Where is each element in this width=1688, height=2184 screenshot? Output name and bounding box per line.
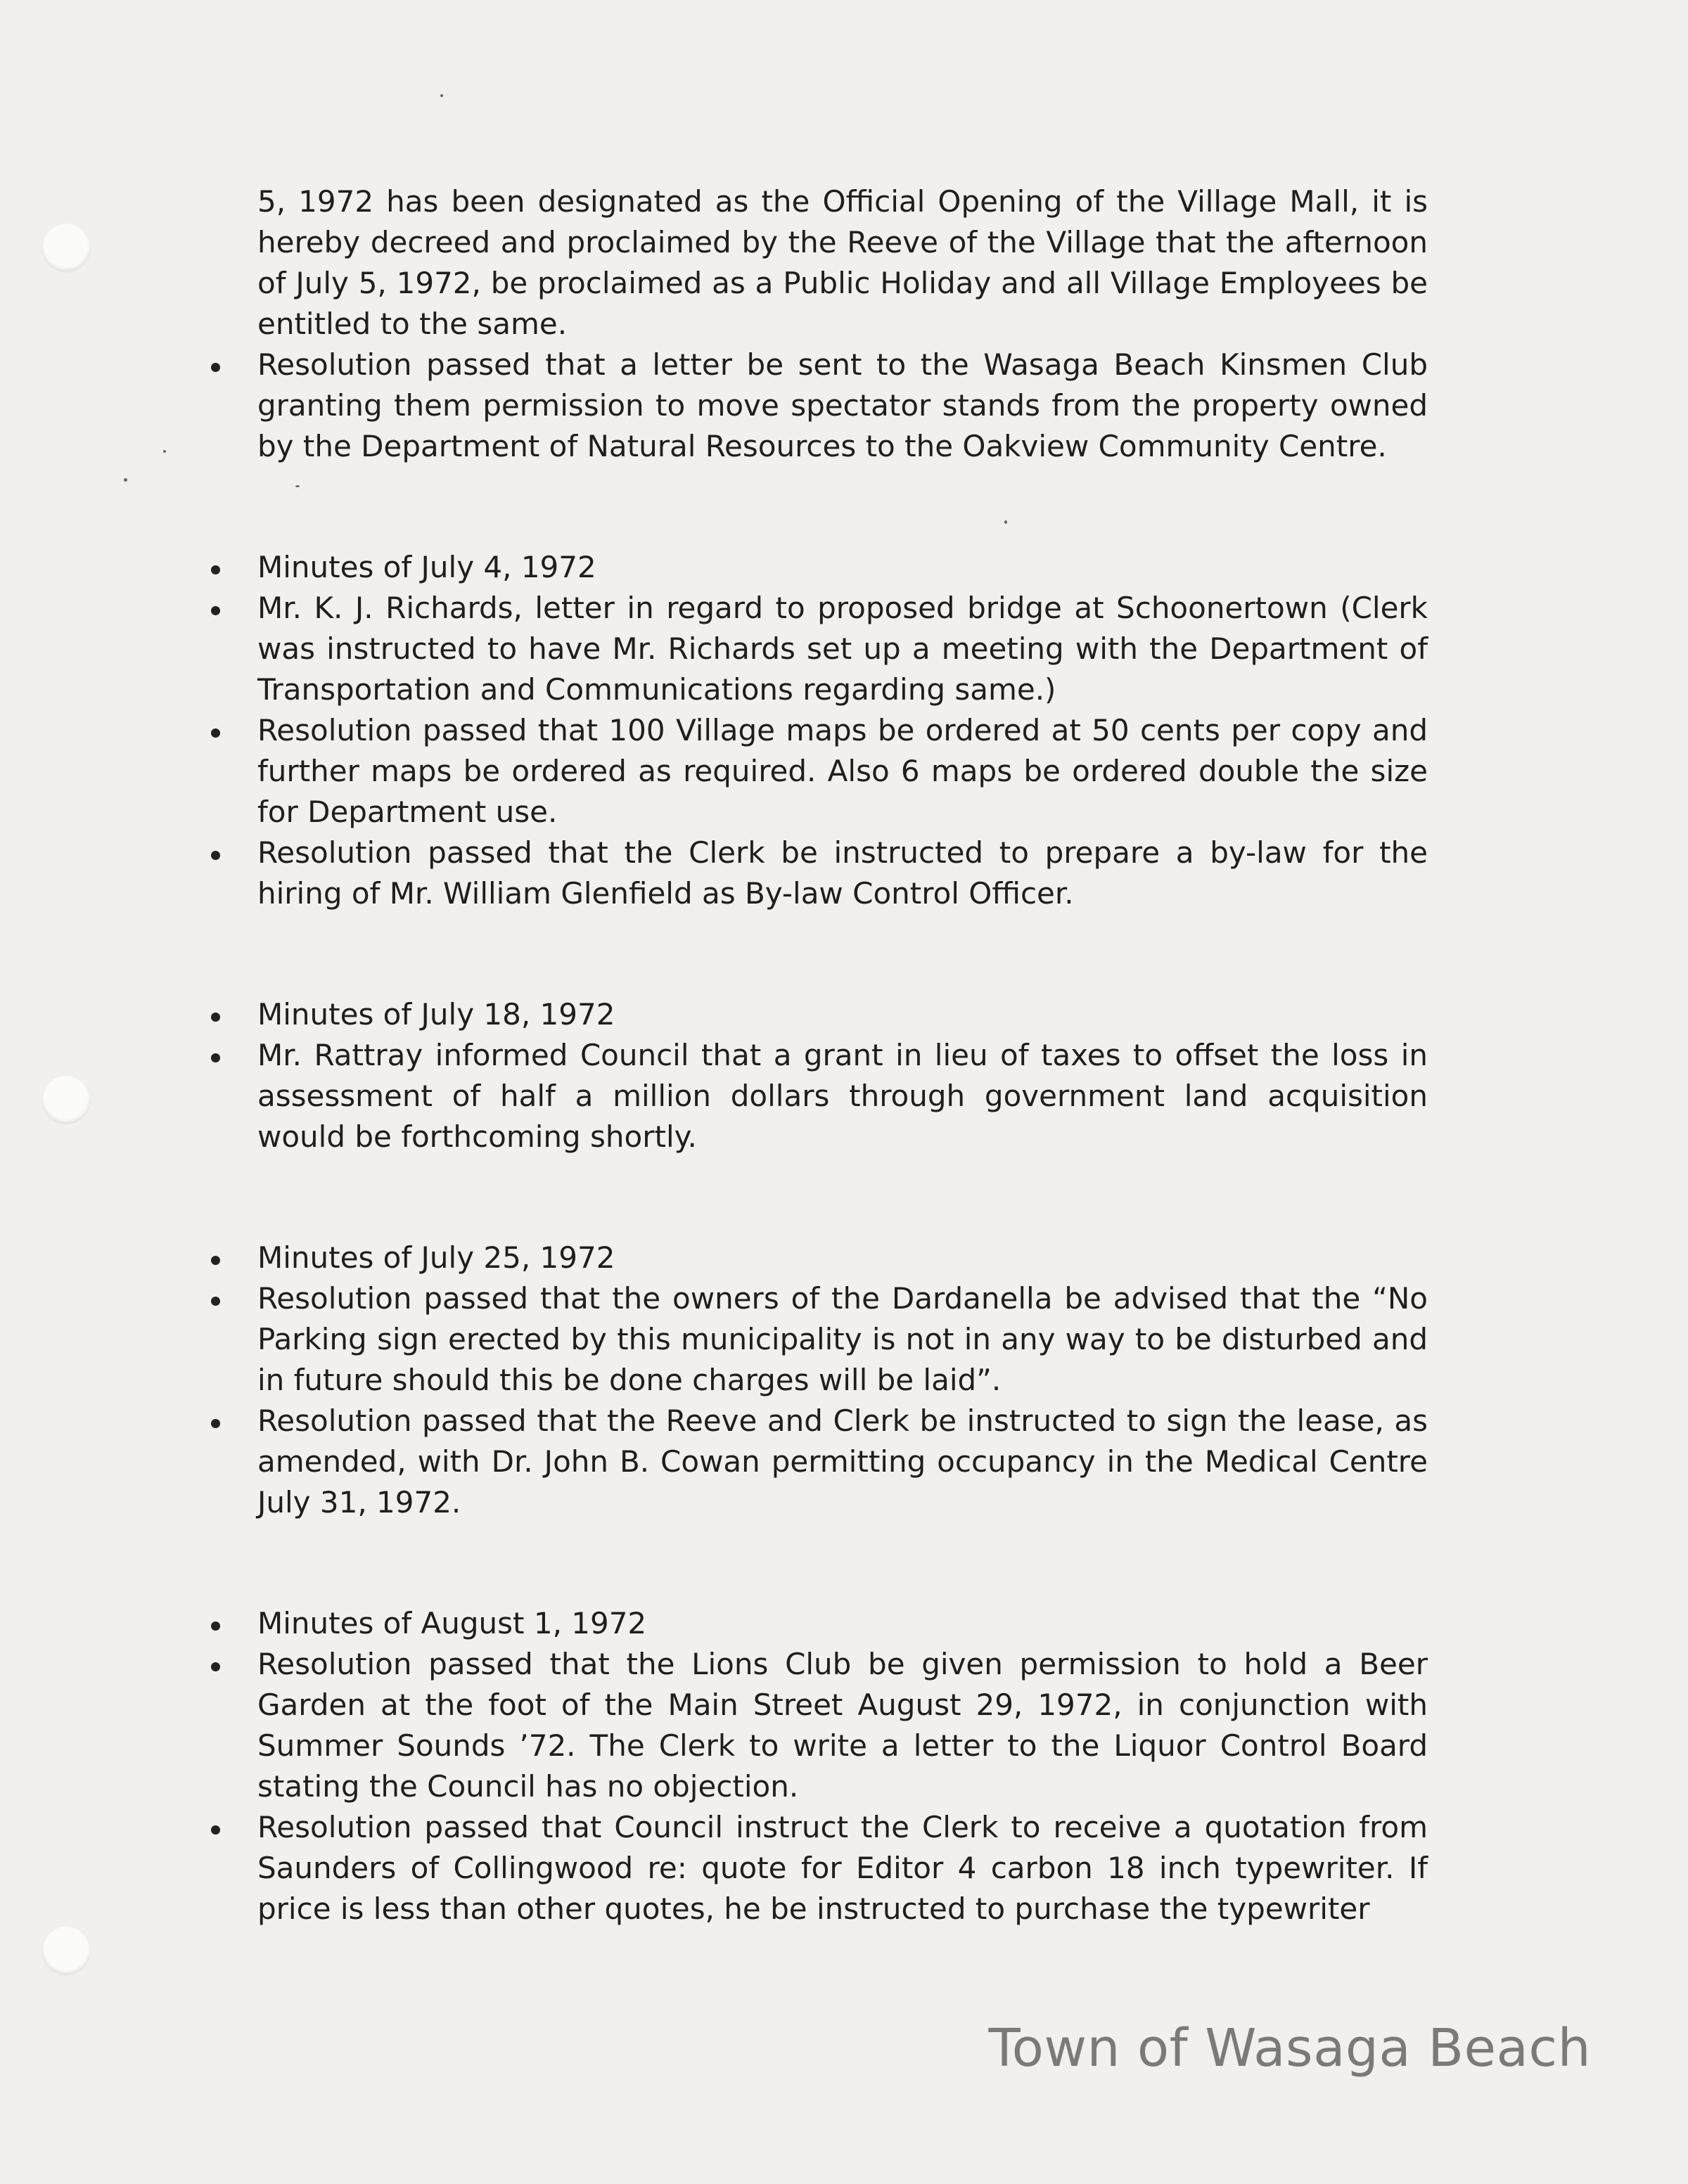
list-item — [204, 833, 1428, 914]
item-text: Resolution passed that the Reeve and Clerk be instructed to sign the lease, as amended, with Dr. John B. Cowan permitting occupancy in the Medical Centre July 31, 1972. — [257, 1403, 1428, 1520]
list-item — [204, 1278, 1428, 1401]
heading-text: Minutes of July 18, 1972 — [257, 997, 615, 1032]
item-text: Mr. Rattray informed Council that a grant in lieu of taxes to offset the loss in assessment of half a million dollars through government land acquisition would be forthcoming shortly. — [257, 1038, 1428, 1154]
bullet-icon — [211, 1825, 220, 1835]
bullet-icon — [211, 1256, 220, 1265]
binder-hole-bottom — [42, 1927, 90, 1974]
section-heading — [204, 547, 1428, 588]
section-july-25 — [204, 1238, 1428, 1523]
bullet-icon — [211, 1013, 220, 1022]
list-item — [204, 1644, 1428, 1807]
scan-speck — [124, 478, 127, 482]
bullet-icon — [211, 1419, 220, 1428]
list-item — [204, 588, 1428, 710]
bullet-icon — [211, 363, 220, 372]
item-text: Resolution passed that a letter be sent to the Wasaga Beach Kinsmen Club granting them permission to move spectator stands from the property owned by the Department of Natural Resources to the Oakview Community Centre. — [257, 347, 1428, 463]
section-heading — [204, 994, 1428, 1035]
bullet-icon — [211, 1662, 220, 1671]
watermark: Town of Wasaga Beach — [988, 2018, 1591, 2079]
binder-hole-middle — [42, 1076, 90, 1124]
section-july-18 — [204, 994, 1428, 1157]
heading-text: Minutes of July 4, 1972 — [257, 550, 596, 584]
list-item — [204, 345, 1428, 467]
bullet-icon — [211, 1297, 220, 1306]
opening-paragraph: 5, 1972 has been designated as the Official Opening of the Village Mall, it is hereby decreed and proclaimed by the Reeve of the Village that the afternoon of July 5, 1972, be proclaimed as a Public Holiday and all Village Employees be entitled to the same. — [257, 184, 1428, 341]
bullet-icon — [211, 565, 220, 574]
bullet-icon — [211, 851, 220, 860]
item-text: Resolution passed that 100 Village maps be ordered at 50 cents per copy and further maps be ordered as required. Also 6 maps be ordered double the size for Department use. — [257, 713, 1428, 829]
heading-text: Minutes of July 25, 1972 — [257, 1240, 615, 1275]
section-july-4 — [204, 547, 1428, 914]
heading-text: Minutes of August 1, 1972 — [257, 1606, 647, 1640]
bullet-icon — [211, 728, 220, 738]
bullet-icon — [211, 606, 220, 615]
list-item — [204, 1035, 1428, 1157]
minutes-text — [204, 181, 1428, 1929]
item-text: Resolution passed that the owners of the Dardanella be advised that the “No Parking sign erected by this municipality is not in any way to be disturbed and in future should this be done charges will be laid”. — [257, 1281, 1428, 1397]
section-august-1 — [204, 1603, 1428, 1929]
binder-hole-top — [42, 224, 90, 271]
item-text: Resolution passed that the Clerk be instructed to prepare a by-law for the hiring of Mr. William Glenfield as By-law Control Officer. — [257, 835, 1428, 911]
list-item — [204, 1807, 1428, 1929]
section-heading — [204, 1238, 1428, 1278]
section-heading — [204, 1603, 1428, 1644]
scan-speck — [440, 94, 443, 97]
list-item — [204, 1401, 1428, 1523]
item-text: Resolution passed that Council instruct the Clerk to receive a quotation from Saunders of Collingwood re: quote for Editor 4 carbon 18 inch typewriter. If price is less than other quotes, he be instructed to purchase the typewriter — [257, 1810, 1428, 1926]
bullet-icon — [211, 1621, 220, 1631]
item-text: Resolution passed that the Lions Club be given permission to hold a Beer Garden at the foot of the Main Street August 29, 1972, in conjunction with Summer Sounds ’72. The Clerk to write a letter to the Liquor Control Board stating the Council has no objection. — [257, 1647, 1428, 1804]
scan-speck — [163, 450, 166, 453]
item-text: Mr. K. J. Richards, letter in regard to proposed bridge at Schoonertown (Clerk was instructed to have Mr. Richards set up a meeting with the Department of Transportation and Communications regarding same.) — [257, 591, 1428, 707]
bullet-icon — [211, 1053, 220, 1062]
list-item — [204, 710, 1428, 833]
